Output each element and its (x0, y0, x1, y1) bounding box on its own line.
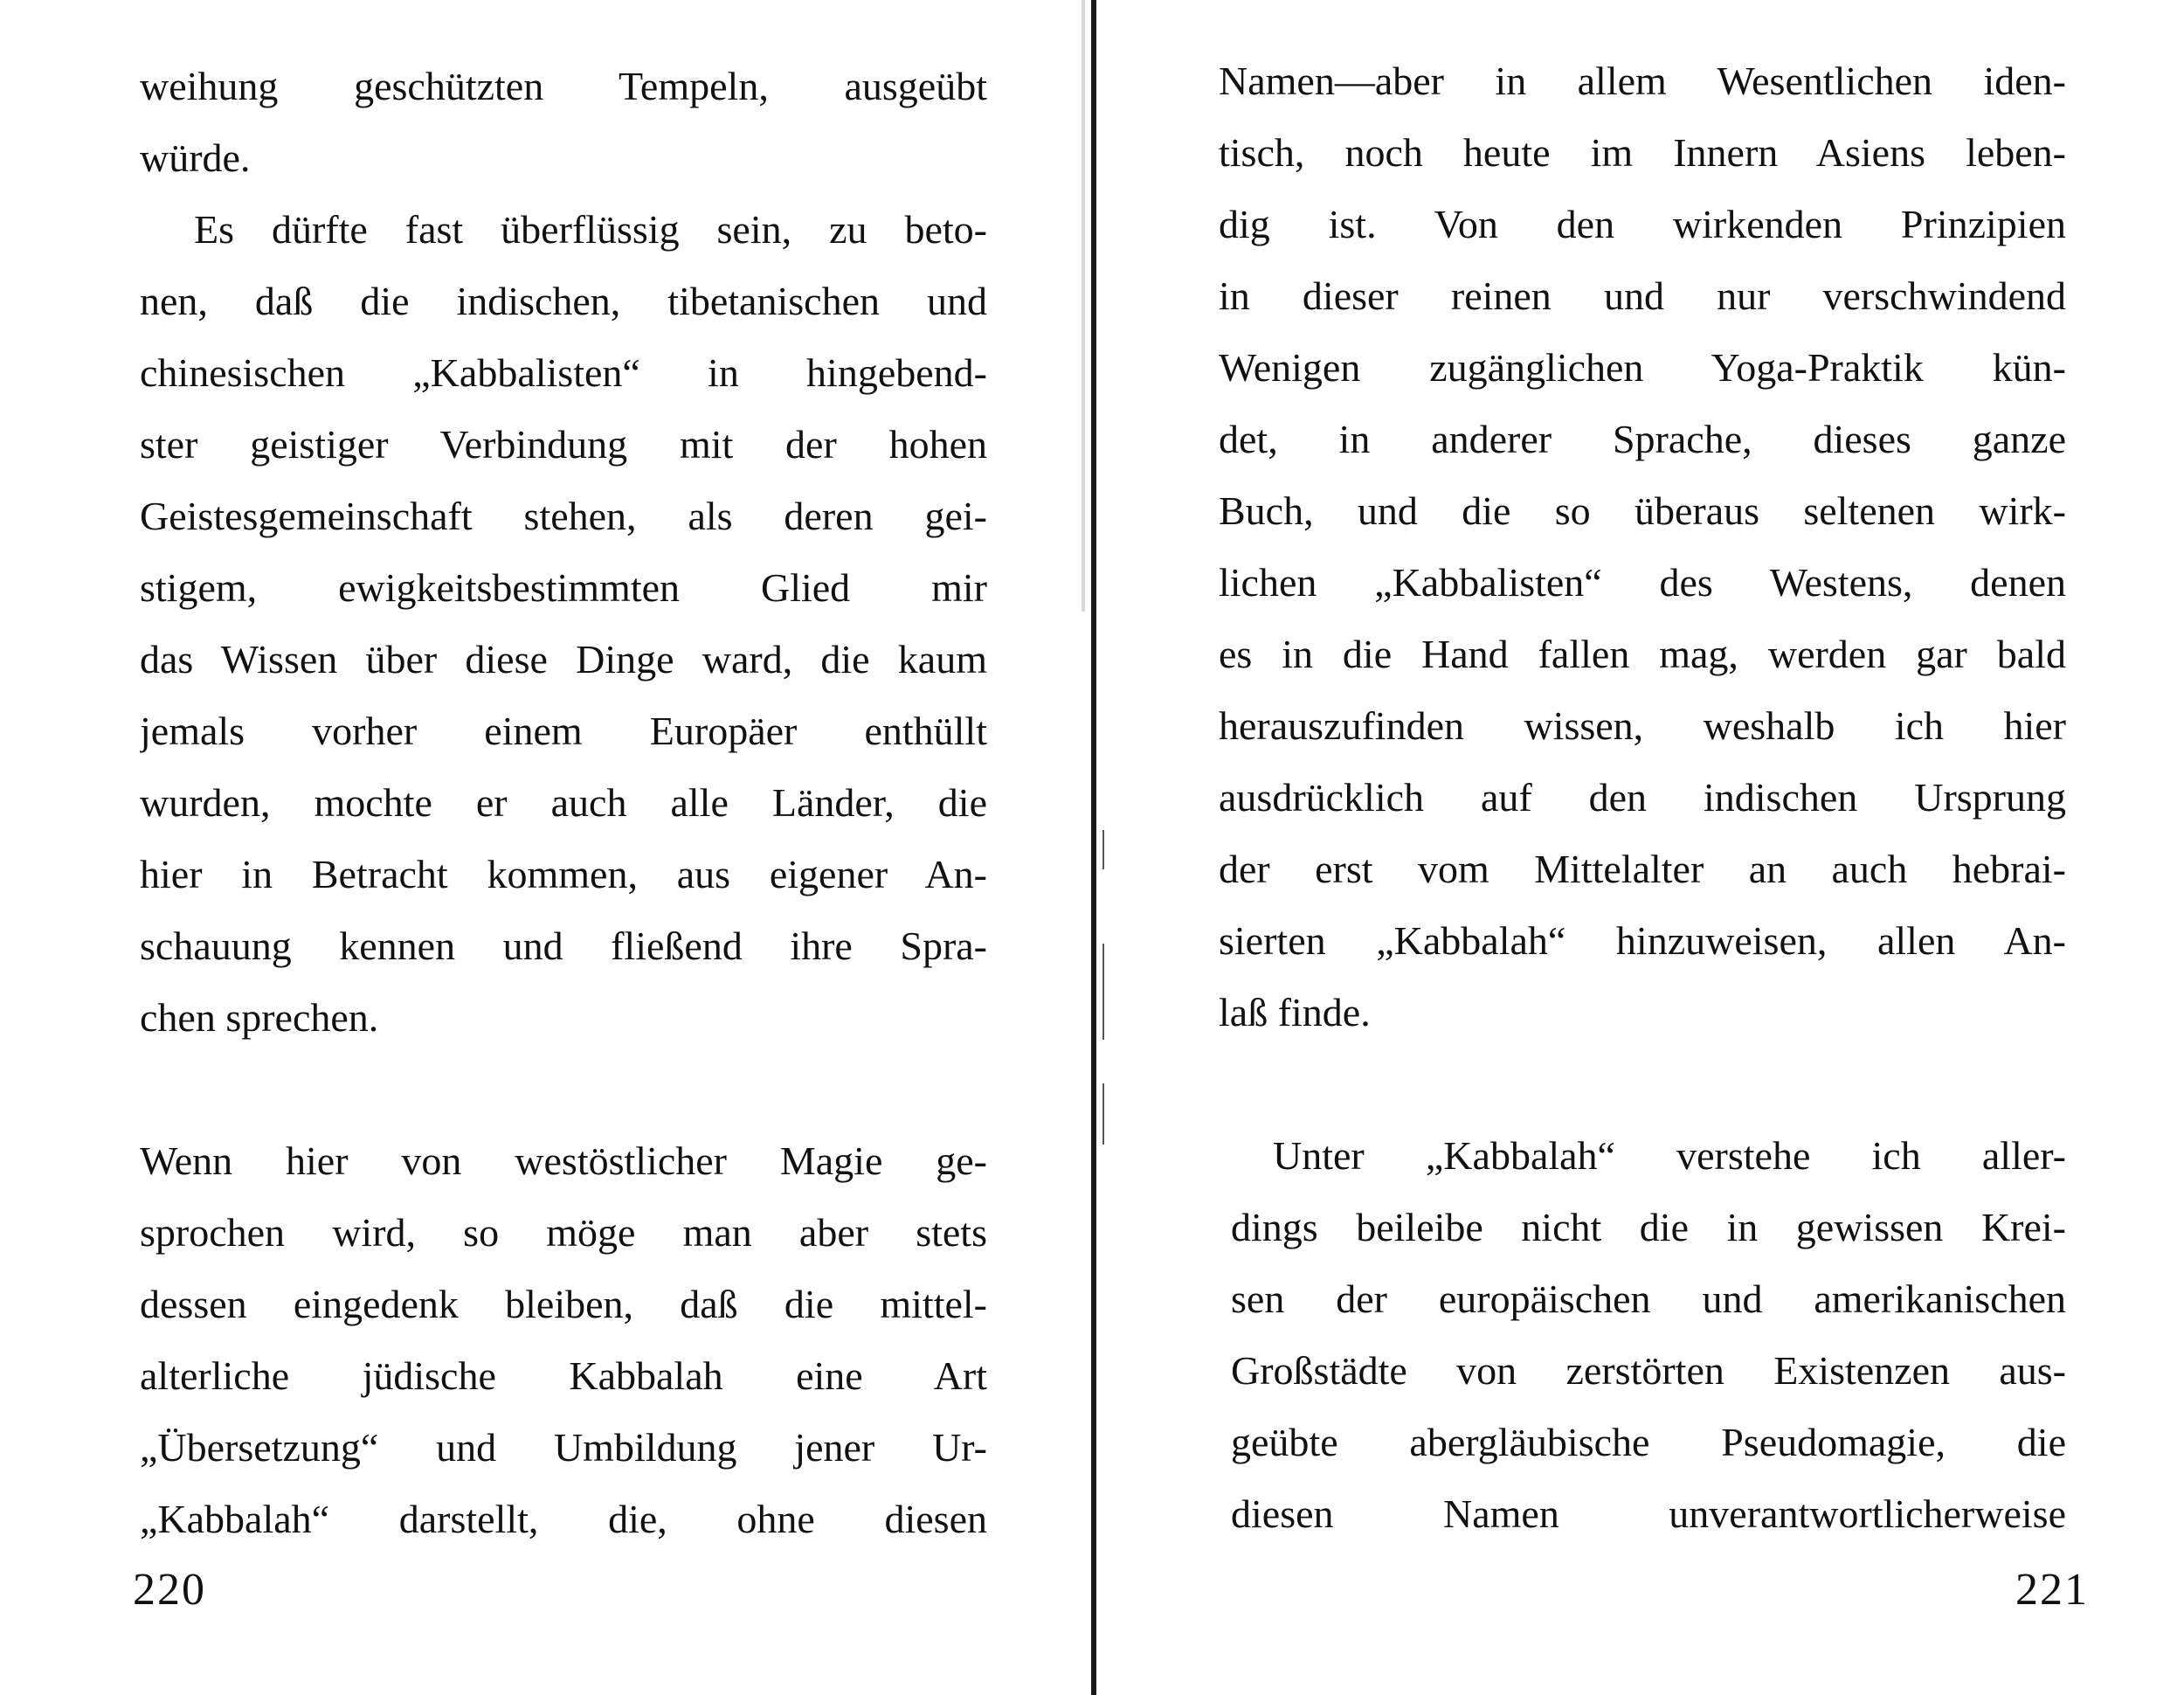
text-line: es in die Hand fallen mag, werden gar bald (1219, 632, 2066, 676)
text-line: würde. (140, 135, 251, 180)
text-line: herauszufinden wissen, weshalb ich hier (1219, 703, 2066, 748)
text-line: diesen Namen unverantwortlicherweise (1231, 1491, 2066, 1536)
text-line: in dieser reinen und nur verschwindend (1219, 273, 2066, 318)
right-page-text (1219, 45, 2066, 1550)
text-line: hier in Betracht kommen, aus eigener An- (140, 852, 987, 896)
paragraph-gap (1219, 1048, 2066, 1120)
text-line: schauung kennen und fließend ihre Spra- (140, 924, 987, 968)
text-line: weihung geschützten Tempeln, ausgeübt (140, 64, 987, 108)
text-line: sierten „Kabbalah“ hinzuweisen, allen An- (1219, 918, 2066, 963)
text-line: ausdrücklich auf den indischen Ursprung (1219, 775, 2066, 820)
text-line: dessen eingedenk bleiben, daß die mittel- (140, 1282, 987, 1326)
text-line: Buch, und die so überaus seltenen wirk- (1219, 488, 2066, 533)
text-line: Unter „Kabbalah“ verstehe ich aller- (1273, 1133, 2066, 1178)
text-line: das Wissen über diese Dinge ward, die kaum (140, 637, 987, 681)
text-line: lichen „Kabbalisten“ des Westens, denen (1219, 560, 2066, 605)
text-line: der erst vom Mittelalter an auch hebrai- (1219, 847, 2066, 891)
text-line: laß finde. (1219, 990, 1371, 1034)
paragraph-gap (140, 1054, 987, 1125)
text-line: wurden, mochte er auch alle Länder, die (140, 780, 987, 825)
left-page-text (140, 51, 987, 1555)
text-line: chen sprechen. (140, 995, 379, 1040)
page-number-right: 221 (2015, 1565, 2089, 1615)
page-number-left: 220 (133, 1565, 206, 1615)
text-line: alterliche jüdische Kabbalah eine Art (140, 1353, 987, 1398)
text-line: nen, daß die indischen, tibetanischen und (140, 279, 987, 323)
text-line: jemals vorher einem Europäer enthüllt (140, 709, 987, 753)
right-page (1096, 0, 2184, 1695)
text-line: chinesischen „Kabbalisten“ in hingebend- (140, 350, 987, 395)
text-line: Geistesgemeinschaft stehen, als deren gei- (140, 494, 987, 538)
text-line: dings beileibe nicht die in gewissen Krei- (1231, 1205, 2066, 1249)
text-line: dig ist. Von den wirkenden Prinzipien (1219, 202, 2066, 246)
text-line: Wenigen zugänglichen Yoga-Praktik kün- (1219, 345, 2066, 390)
text-line: Es dürfte fast überflüssig sein, zu beto- (194, 207, 987, 252)
text-line: ster geistiger Verbindung mit der hohen (140, 422, 987, 467)
text-line: sen der europäischen und amerikanischen (1231, 1276, 2066, 1321)
text-line: sprochen wird, so möge man aber stets (140, 1210, 987, 1255)
text-line: Wenn hier von westöstlicher Magie ge- (140, 1138, 987, 1183)
gutter-shadow (1082, 0, 1085, 612)
text-line: stigem, ewigkeitsbestimmten Glied mir (140, 565, 987, 610)
text-line: tisch, noch heute im Innern Asiens leben- (1219, 130, 2066, 175)
text-line: Großstädte von zerstörten Existenzen aus- (1231, 1348, 2066, 1393)
text-line: det, in anderer Sprache, dieses ganze (1219, 417, 2066, 461)
text-line: geübte abergläubische Pseudomagie, die (1231, 1420, 2066, 1464)
text-line: „Übersetzung“ und Umbildung jener Ur- (140, 1425, 987, 1470)
text-line: Namen—aber in allem Wesentlichen iden- (1219, 59, 2066, 103)
left-page (0, 0, 1088, 1695)
text-line: „Kabbalah“ darstellt, die, ohne diesen (140, 1497, 987, 1541)
